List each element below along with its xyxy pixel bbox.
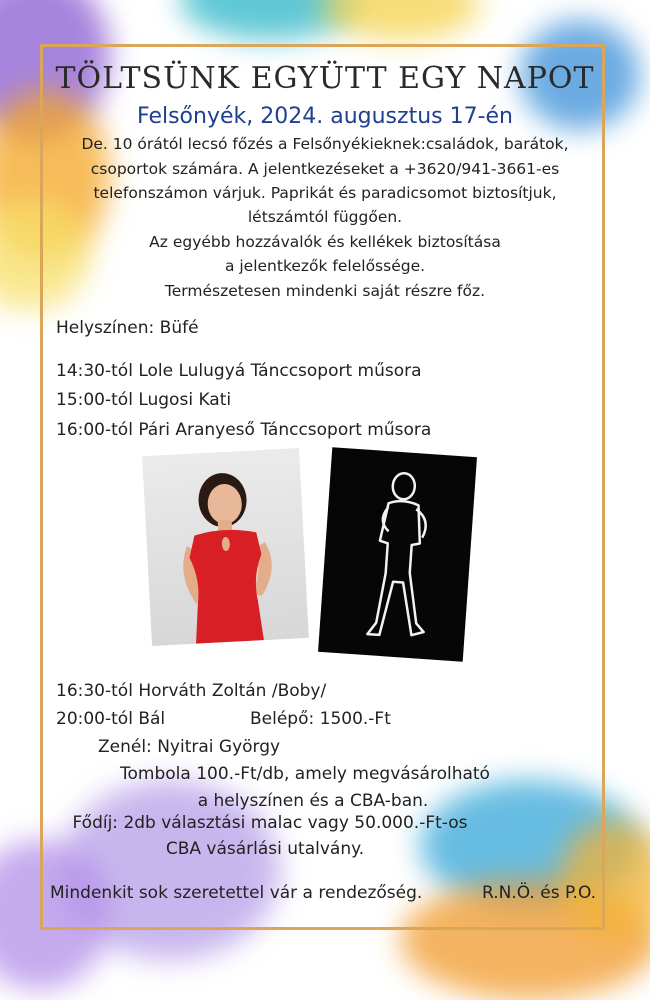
entry-fee: Belépő: 1500.-Ft — [250, 709, 391, 729]
prize-line: CBA vásárlási utalvány. — [165, 839, 365, 859]
program-item: 14:30-tól Lole Lulugyá Tánccsoport műsora — [56, 361, 422, 381]
program-item-ball: 20:00-tól Bál — [56, 709, 166, 729]
intro-line: Az egyébb hozzávalók és kellékek biztosítása — [149, 233, 501, 251]
intro-line: a jelentkezők felelőssége. — [224, 257, 426, 275]
silhouette-figure — [318, 447, 477, 662]
organizers-text: R.N.Ö. és P.O. — [482, 883, 597, 903]
music-info: Zenél: Nyitrai György — [98, 737, 281, 757]
tombola-line: Tombola 100.-Ft/db, amely megvásárolható — [120, 764, 490, 784]
tombola-line: a helyszínen és a CBA-ban. — [197, 791, 429, 811]
intro-line: létszámtól függően. — [247, 208, 403, 226]
intro-line: De. 10 órától lecsó főzés a Felsőnyékieknek:családok, barátok, — [81, 135, 569, 153]
intro-line: csoportok számára. A jelentkezéseket a +3620/941-3661-es — [90, 160, 560, 178]
poster-title: TÖLTSÜNK EGYÜTT EGY NAPOT — [55, 61, 595, 96]
performer-photo-silhouette — [318, 447, 477, 662]
program-item: 16:00-tól Pári Aranyeső Tánccsoport műsora — [56, 420, 432, 440]
intro-line: telefonszámon várjuk. Paprikát és paradicsomot biztosítjuk, — [93, 184, 557, 202]
intro-line: Természetesen mindenki saját részre főz. — [164, 282, 486, 300]
location-text: Helyszínen: Büfé — [56, 318, 199, 338]
red-dress-figure — [142, 448, 309, 646]
poster-subtitle: Felsőnyék, 2024. augusztus 17-én — [137, 104, 513, 129]
closing-text: Mindenkit sok szeretettel vár a rendezőség. — [50, 883, 423, 903]
prize-line: Fődíj: 2db választási malac vagy 50.000.-Ft-os — [72, 813, 468, 833]
performer-photo-red-dress — [142, 448, 309, 646]
program-item-boby: 16:30-tól Horváth Zoltán /Boby/ — [56, 681, 327, 701]
watercolor-splash-yellow-top — [320, 0, 480, 40]
program-item: 15:00-tól Lugosi Kati — [56, 390, 232, 410]
